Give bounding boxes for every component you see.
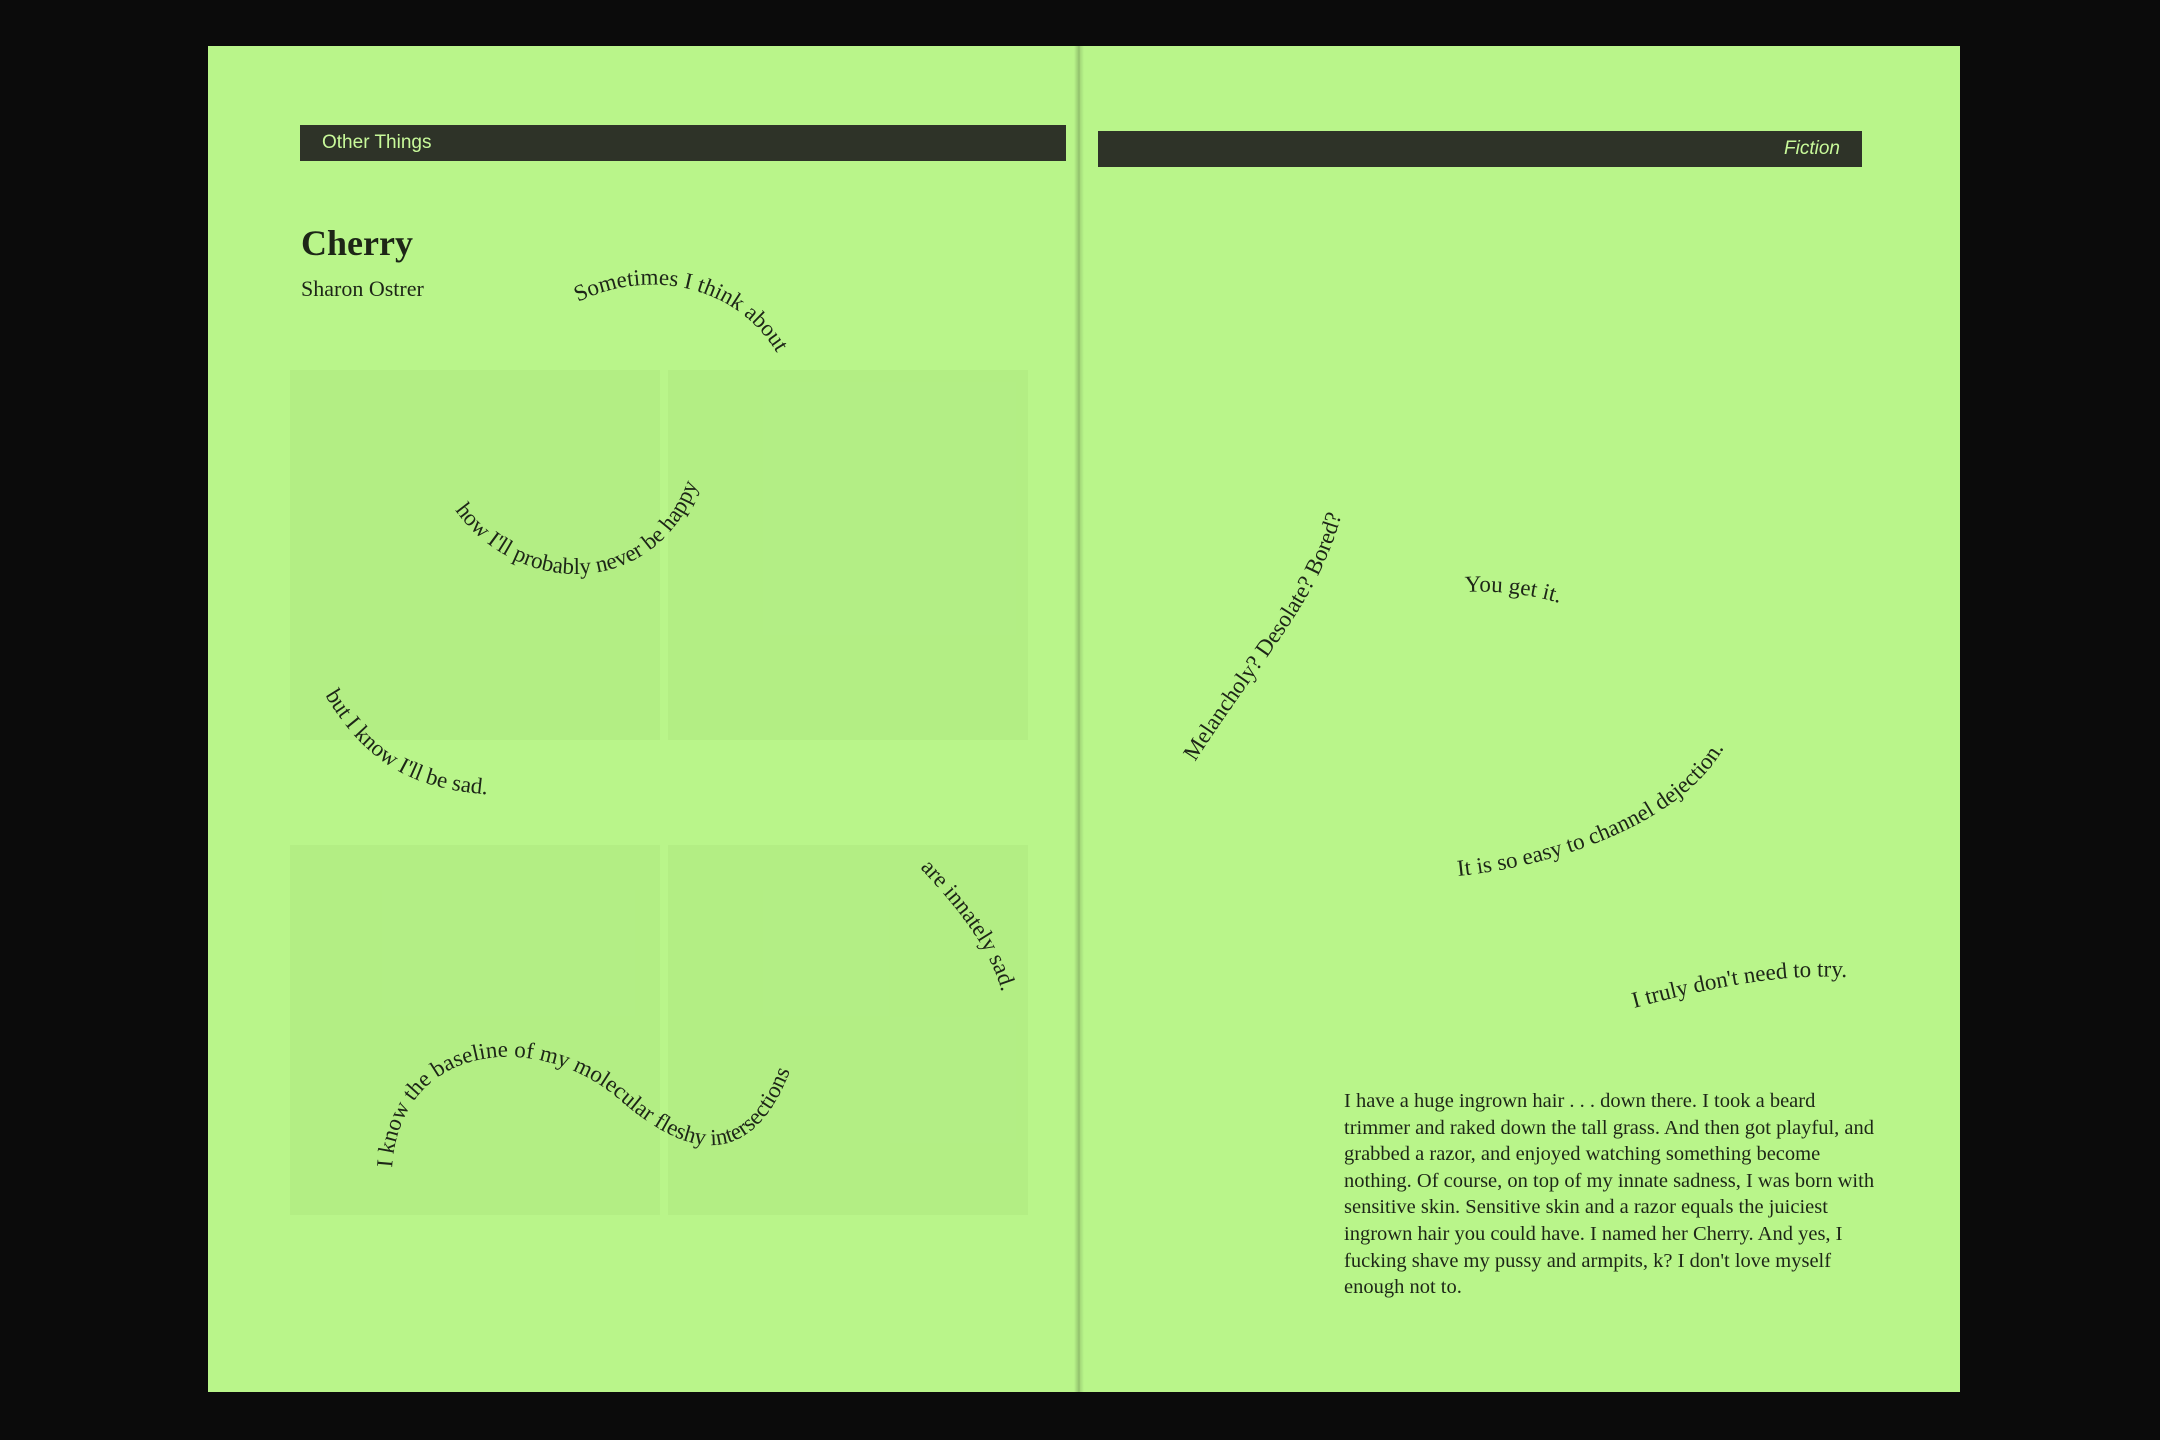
section-label-left: Other Things	[322, 132, 432, 153]
poem-line: I truly don't need to try.	[1628, 956, 1848, 1013]
poem-line: but I know I'll be sad.	[320, 684, 489, 800]
poem-line: I know the baseline of my molecular fleshy intersections	[372, 1036, 795, 1169]
poem-line: Melancholy? Desolate? Bored?	[1178, 509, 1347, 765]
poem-line: are innately sad.	[916, 854, 1022, 994]
article-title: Cherry	[301, 223, 413, 263]
section-label-right: Fiction	[1784, 138, 1840, 159]
poem-line: You get it.	[1464, 571, 1566, 608]
poem-line: Sometimes I think about	[569, 264, 794, 356]
poem-line: It is so easy to channel dejection.	[1455, 737, 1729, 881]
poem-line: how I'll probably never be happy	[451, 476, 703, 580]
body-paragraph: I have a huge ingrown hair . . . down there. I took a beard trimmer and raked down the tall grass. And then got playful, and grabbed a razor, and enjoyed watching something become nothing. Of course, on top of my innate sadness, I was born with sensitive skin. Sensitive skin and a razor equals the juiciest ingrown hair you could have. I named her Cherry. And yes, I fucking shave my pussy and armpits, k? I don't love myself enough not to.	[1344, 1090, 1875, 1299]
article-author: Sharon Ostrer	[301, 276, 424, 301]
